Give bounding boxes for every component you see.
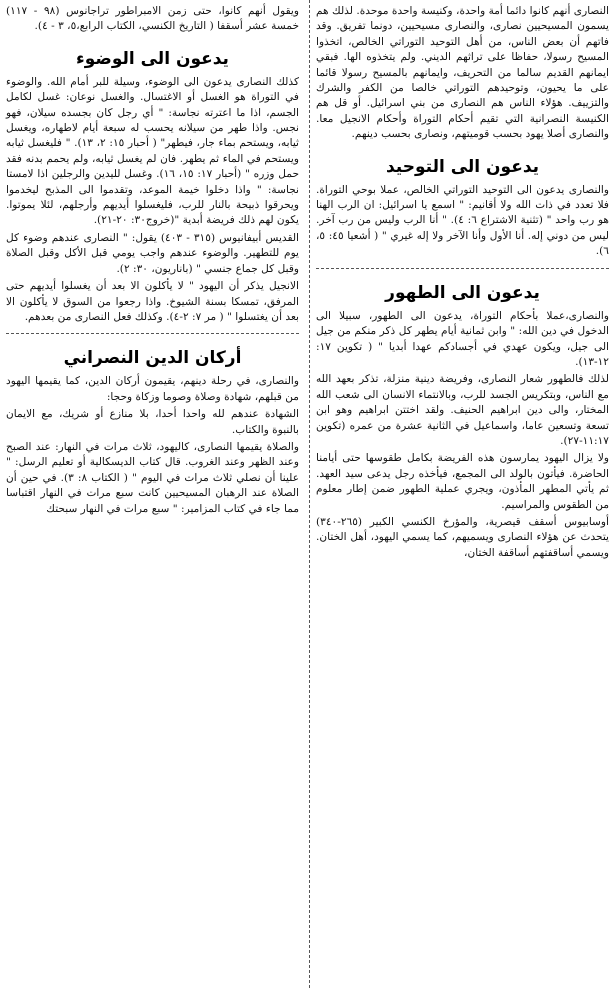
heading-wudu: يدعون الى الوضوء: [76, 48, 229, 69]
tahur-paragraph-1: والنصارى،عملا بأحكام التوراة، يدعون الى الطهور، سبيلا الى الدخول في دين الله: " وابن ثمانية أيام يطهر كل ذكر منكم من جيل الى جيل، ويكون عهدي في أجسادكم عهدا أبديا " ( تكوين ١٧: ١٢-١٣).: [316, 309, 609, 368]
column-rule: [309, 0, 310, 988]
section-arkan: [6, 348, 299, 517]
left-intro-paragraph: ويقول أنهم كانوا، حتى زمن الامبراطور تراجانوس (٩٨ - ١١٧) خمسة عشر أسقفا ( التاريخ الكنسي، الكتاب الرابع،٥، ٣ - ٤).: [6, 5, 299, 33]
left-column: [0, 0, 305, 988]
arkan-paragraph-1: والنصارى، في رحلة دينهم، يقيمون أركان الدين، كما يقيمها اليهود من قبلهم، شهادة وصلاة وصوما وزكاة وحجا:: [6, 375, 299, 403]
arkan-paragraph-2: الشهادة عندهم لله واحدا أحدا، بلا منازع أو شريك، مع الايمان بالنبوة والكتاب.: [6, 408, 299, 436]
wudu-paragraph-3: الانجيل يذكر أن اليهود " لا يأكلون الا بعد أن يغسلوا أيديهم حتى المرفق، تمسكا بسنة الشيوخ. واذا رجعوا من السوق لا يأكلون الا بعد أن يغتسلوا " ( مر ٧: ٢-٤). وكذلك فعل النصارى من بعدهم.: [6, 280, 299, 323]
section-tahur: [316, 283, 609, 562]
tahur-paragraph-4: أوسابيوس أسقف قيصرية، والمؤرخ الكنسي الكبير (٢٦٥-٣٤٠) يتحدث عن هؤلاء النصارى ويسميهم، كما يسمي اليهود، أهل الختان. ويسمي أساقفتهم أساقفة الختان،: [316, 515, 609, 559]
heading-arkan: أركان الدين النصراني: [63, 348, 242, 369]
tahur-paragraph-3: ولا يزال اليهود يمارسون هذه الفريضة بكامل طقوسها حتى أيامنا الحاضرة. فيأتون بالولد الى المجمع، فيأخذه رجل يدعى سيد العهد. ثم يأتي المطهر المأذون، ويجري عملية الطهور ضمن إطار معلوم من الطقوس والمراسيم.: [316, 452, 609, 511]
wudu-paragraph-1: كذلك النصارى يدعون الى الوضوء، وسيلة للبر أمام الله. والوضوء في التوراة هو الغسل أو الاغتسال. والغسل نوعان: غسل لكامل الجسم، اذا ما اعترته نجاسة: " أي رجل كان بجسده سيلان، فهو نجس. واذا طهر من سيلانه يحسب له سبعة أيام لاطهاره، ويغسل ثيابه، ويستحم بماء جار، فيطهر" ( أحبار ١٥: ٢، ١٣). " فليغسل ثيابه ويستحم في الماء ثم يطهر. فان لم يغسل ثيابه، ولم يحمم بدنه فقد حمل وزره " (أحبار ١٧: ١٥، ١٦). وغسل لليدين والرجلين اذا لامستا نجاسة: " واذا دخلوا خيمة الموعد، وتقدموا الى المذبح ليخدموا ويحرقوا ذبيحة بالنار للرب، فليغسلوا أيديهم وأرجلهم، لئلا يموتوا. يكون لهم ذلك فريضة أبدية "(خروج٣٠: ٢٠-٢١).: [6, 75, 299, 227]
wudu-paragraph-2: القديس أبيفانيوس (٣١٥ - ٤٠٣) يقول: " النصارى عندهم وضوء كل يوم للتطهير. والوضوء عندهم واجب يومي قبل الأكل وقبل الصلاة وقبل كل جماع جنسي " (باناريون، ٣٠: ٢).: [6, 231, 299, 275]
section-divider-left: [6, 333, 299, 334]
tawhid-paragraph: والنصارى يدعون الى التوحيد التوراتي الخالص، عملا بوحي التوراة. فلا تعدد في ذات الله ولا أقانيم: " اسمع يا اسرائيل: ان الرب الهنا هو رب واحد " (تثنية الاشتراع ٦: ٤). " أنا الرب وليس من رب آخر. ليس من دوني إله. أنا الأول وأنا الآخر ولا إله غيري " ( أشعيا ٤٥: ٥، ٦).: [316, 183, 610, 258]
arkan-paragraph-3: والصلاة يقيمها النصارى، كاليهود، ثلاث مرات في النهار: عند الصبح وعند الظهر وعند الغروب. قال كتاب الديسكالية أو تعليم الرسل: " علينا أن نصلي ثلاث مرات في اليوم " ( الكتاب ٨: ٣). في حين أن الصلاة عند الرهبان المسيحيين كانت سبع مرات في النهار اقتباسا مما جاء في كتاب المزامير: " سبع مرات في النهار سبحتك: [6, 440, 300, 515]
right-intro-paragraph: النصارى أنهم كانوا دائما أمة واحدة، وكنيسة واحدة موحدة. لذلك هم يسمون المسيحيين نصارى، والنصارى مسيحيين، دونما تفريق. وقد فاتهم أن بعض الناس، من أهل التوحيد التوراتي الخالص، اتخذوا المسيح رسولا، حفاظا على تراثهم الديني. ولم يتخذوه الها. فبقي ايمانهم القديم سالما من التحريف، وايمانهم بالمسيح رسولا قائما على ما يحيون، وتوحيدهم التوراتي خالصا من الكفر والشرك والتزييف. هؤلاء الناس هم النصارى من بني اسرائيل. أو قل هم الكنيسة النصرانية التي تقيم أحكام التوراة وأحكام الانجيل معا. والنصارى أصلا يهود بحسب قوميتهم، ونصارى بحسب دينهم.: [316, 5, 609, 141]
section-tawhid: [316, 157, 609, 260]
section-wudu: [6, 49, 299, 326]
section-divider: [316, 268, 609, 269]
heading-tahur: يدعون الى الطهور: [385, 282, 540, 303]
right-column: [310, 0, 615, 988]
heading-tawhid: يدعون الى التوحيد: [385, 156, 540, 177]
tahur-paragraph-2: لذلك فالطهور شعار النصارى، وفريضة دينية منزلة، تذكر بعهد الله مع الناس، وبتكريس الجسد للرب، وبالانتماء الانسان الى شعب الله المختار، والى دين ابراهيم الحنيف. ولقد اختتن ابراهيم وهو ابن تسعة وتسعين عاما، واسماعيل في الثانية عشرة من عمره (تكوين ١١:١٧-٢٧).: [316, 373, 609, 447]
